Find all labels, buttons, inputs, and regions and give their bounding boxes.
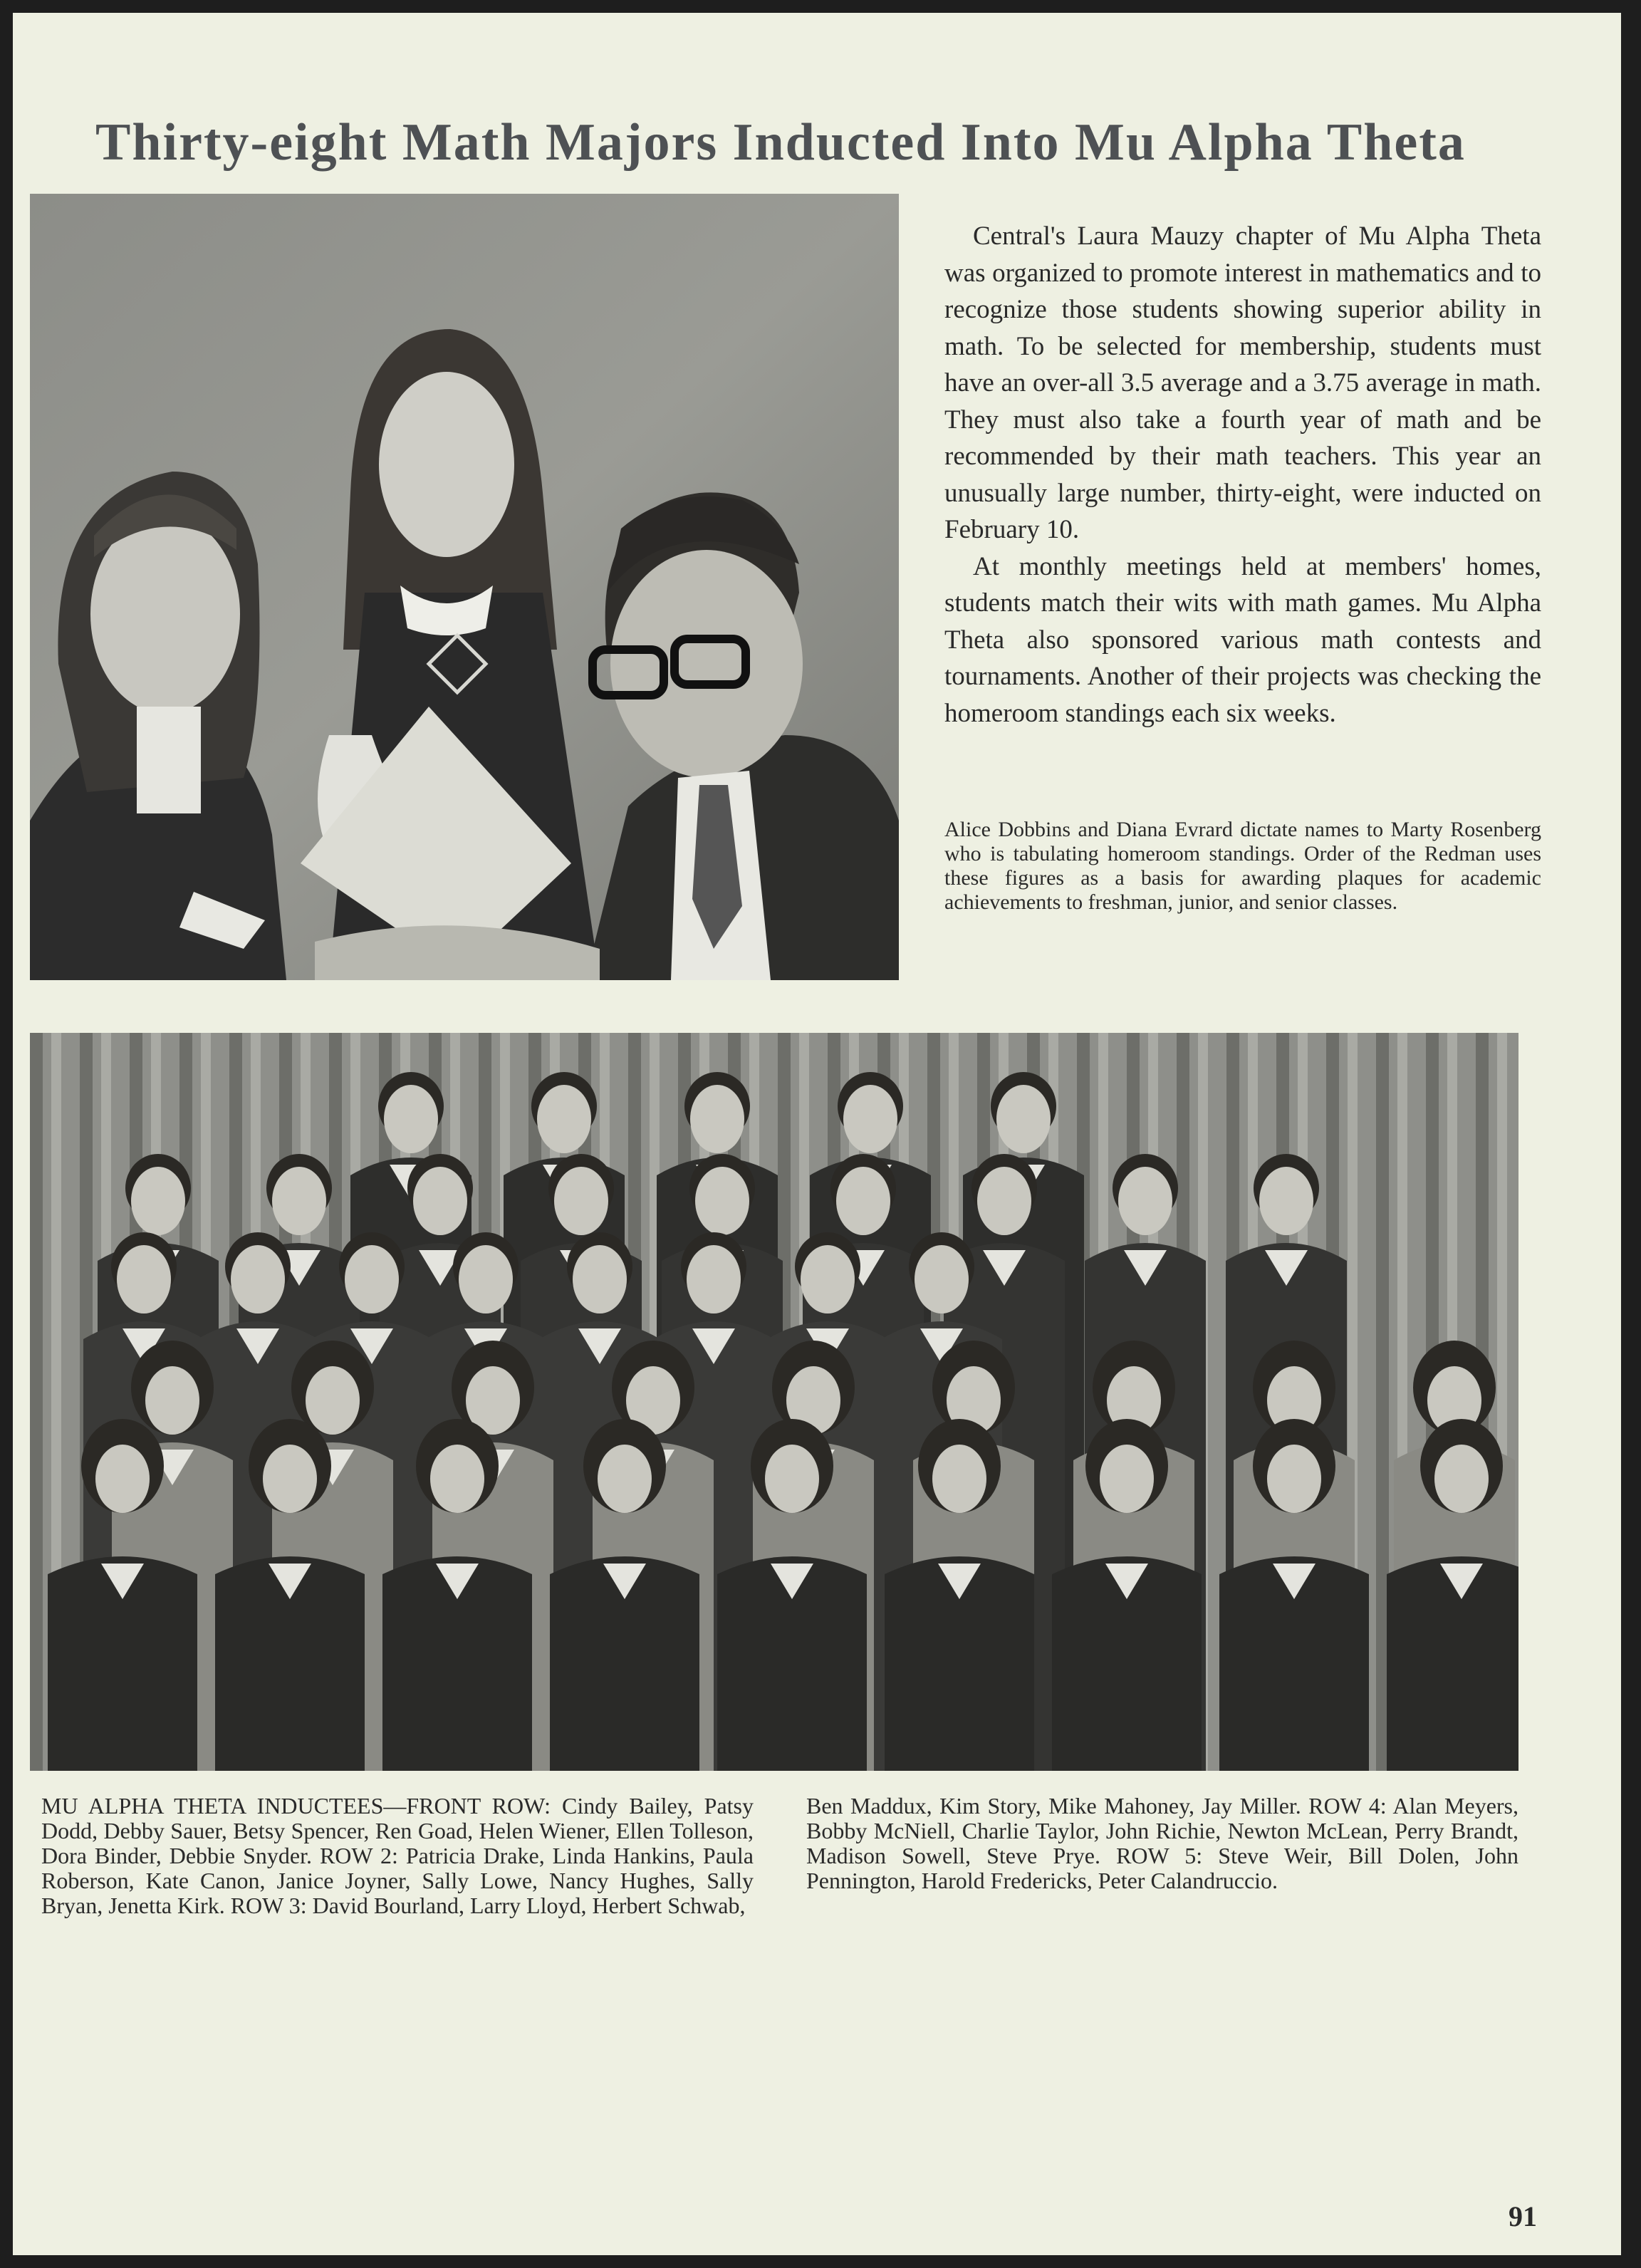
group-person-face [1434, 1445, 1489, 1513]
inductees-caption-left: MU ALPHA THETA INDUCTEES—FRONT ROW: Cindy Bailey, Patsy Dodd, Debby Sauer, Betsy Spencer, Ren Goad, Helen Wiener, Ellen Tolleson, Dora Binder, Debbie Snyder. ROW 2: Patricia Drake, Linda Hankins, Paula Roberson, Kate Canon, Janice Joyner, Sally Lowe, Nancy Hughes, Sally Bryan, Jenetta Kirk. ROW 3: David Bourland, Larry Lloyd, Herbert Schwab, [41, 1793, 754, 1918]
group-person-face [459, 1245, 513, 1314]
group-person-face [765, 1445, 819, 1513]
students-photo [30, 194, 899, 980]
group-person-face [977, 1167, 1031, 1235]
group-person-face [915, 1245, 969, 1314]
group-person-face [263, 1445, 317, 1513]
group-person-face [131, 1167, 185, 1235]
group-person-face [801, 1245, 855, 1314]
article-paragraph: At monthly meetings held at members' homes, students match their wits with math games. Mu Alpha Theta also sponsored various math contests and tournaments. Another of their projects was checking the homeroom standings each six weeks. [944, 551, 1541, 728]
group-person-face [598, 1445, 652, 1513]
group-person-face [843, 1085, 897, 1153]
group-person-face [537, 1085, 591, 1153]
group-person-body [1387, 1556, 1518, 1771]
group-person-face [384, 1085, 438, 1153]
page-number: 91 [1509, 2200, 1537, 2232]
group-person-face [345, 1245, 399, 1314]
group-person-face [272, 1167, 326, 1235]
inductees-caption-right: Ben Maddux, Kim Story, Mike Mahoney, Jay Miller. ROW 4: Alan Meyers, Bobby McNiell, Charlie Taylor, John Richie, Newton McLean, Perry Brandt, Madison Sowell, Steve Prye. ROW 5: Steve Weir, Bill Dolen, John Pennington, Harold Fredericks, Peter Calandruccio. [806, 1793, 1518, 1893]
group-person-face [690, 1085, 744, 1153]
group-person-face [1267, 1445, 1321, 1513]
group-person-face [117, 1245, 171, 1314]
group-person-face [306, 1366, 360, 1435]
article-paragraph: Central's Laura Mauzy chapter of Mu Alpha Theta was organized to promote interest in mathematics and to recognize those students showing superior ability in math. To be selected for membership, students must have an over-all 3.5 average and a 3.75 average in math. They must also take a fourth year of math and be recommended by their math teachers. This year an unusually large number, thirty-eight, were inducted on February 10. [944, 222, 1541, 544]
yearbook-page [13, 13, 1621, 2255]
group-person-face [413, 1167, 467, 1235]
group-photo [30, 1033, 1518, 1771]
photo-caption: Alice Dobbins and Diana Evrard dictate names to Marty Rosenberg who is tabulating homeroom standings. Order of the Redman uses these figures as a basis for awarding plaques for academic achievements to freshman, junior, and senior classes. [944, 818, 1541, 914]
article-text [944, 218, 1541, 732]
group-person-face [573, 1245, 627, 1314]
group-person-face [1259, 1167, 1313, 1235]
group-person-face [687, 1245, 741, 1314]
group-person-face [95, 1445, 150, 1513]
page-title: Thirty-eight Math Majors Inducted Into Mu Alpha Theta [95, 113, 1466, 172]
group-person-face [695, 1167, 749, 1235]
group-person-face [145, 1366, 199, 1435]
group-person-face [1100, 1445, 1154, 1513]
group-person-face [932, 1445, 986, 1513]
group-person-face [231, 1245, 285, 1314]
group-person-face [430, 1445, 484, 1513]
group-person-face [554, 1167, 608, 1235]
group-person-face [836, 1167, 890, 1235]
group-person-face [1118, 1167, 1172, 1235]
group-person-face [996, 1085, 1051, 1153]
